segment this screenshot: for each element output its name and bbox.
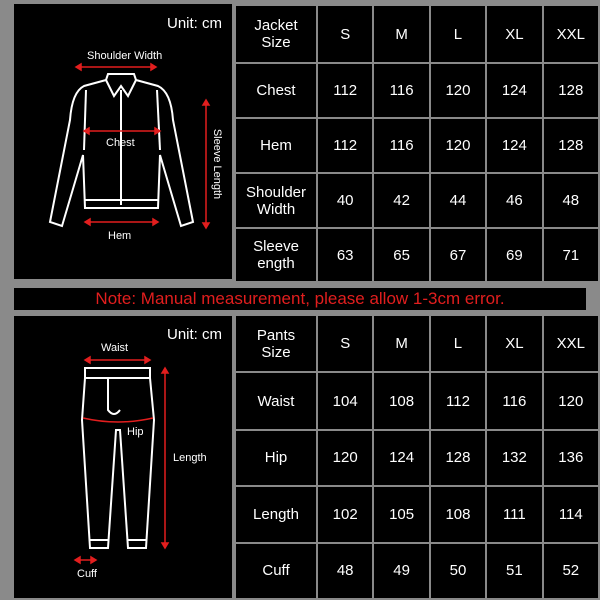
cuff-label: Cuff (77, 568, 97, 580)
hip-label: Hip (127, 426, 144, 438)
table-cell: 52 (543, 543, 599, 599)
size-header: XL (486, 5, 542, 63)
row-label-cuff: Cuff (235, 543, 317, 599)
hem-label: Hem (108, 230, 132, 242)
table-cell: 65 (373, 228, 429, 282)
jacket-table-corner: Jacket Size (235, 5, 317, 63)
table-cell: 44 (430, 173, 486, 228)
table-cell: 105 (373, 486, 429, 542)
table-cell: 50 (430, 543, 486, 599)
row-label-shoulder-width: Shoulder Width (235, 173, 317, 228)
table-cell: 124 (486, 118, 542, 173)
table-cell: 120 (430, 63, 486, 118)
table-cell: 116 (373, 118, 429, 173)
table-cell: 63 (317, 228, 373, 282)
table-cell: 108 (373, 372, 429, 429)
jacket-size-table (234, 4, 600, 283)
length-label: Length (173, 452, 207, 464)
table-cell: 128 (543, 118, 599, 173)
pants-size-table (234, 314, 600, 600)
row-label-hem: Hem (235, 118, 317, 173)
table-cell: 124 (486, 63, 542, 118)
table-cell: 116 (373, 63, 429, 118)
table-cell: 120 (430, 118, 486, 173)
table-cell: 120 (543, 372, 599, 429)
table-cell: 48 (317, 543, 373, 599)
row-label-sleeve-length: Sleeve ength (235, 228, 317, 282)
table-cell: 46 (486, 173, 542, 228)
table-cell: 112 (430, 372, 486, 429)
table-cell: 114 (543, 486, 599, 542)
table-cell: 48 (543, 173, 599, 228)
sleeve-length-label: Sleeve Length (211, 128, 224, 200)
shoulder-width-label: Shoulder Width (87, 50, 163, 62)
table-cell: 124 (373, 430, 429, 486)
table-cell: 112 (317, 118, 373, 173)
table-cell: 116 (486, 372, 542, 429)
jacket-unit-label: Unit: cm (167, 15, 223, 32)
table-cell: 128 (543, 63, 599, 118)
size-header: XXL (543, 315, 599, 372)
size-header: XL (486, 315, 542, 372)
table-cell: 111 (486, 486, 542, 542)
table-cell: 108 (430, 486, 486, 542)
size-header: M (373, 5, 429, 63)
table-cell: 67 (430, 228, 486, 282)
chest-label: Chest (106, 137, 135, 149)
table-cell: 51 (486, 543, 542, 599)
table-cell: 104 (317, 372, 373, 429)
pants-unit-label: Unit: cm (167, 326, 223, 343)
size-header: L (430, 315, 486, 372)
table-cell: 69 (486, 228, 542, 282)
table-cell: 112 (317, 63, 373, 118)
waist-label: Waist (101, 342, 129, 354)
pants-table-corner: Pants Size (235, 315, 317, 372)
table-cell: 128 (430, 430, 486, 486)
size-header: L (430, 5, 486, 63)
table-cell: 102 (317, 486, 373, 542)
table-cell: 49 (373, 543, 429, 599)
table-cell: 40 (317, 173, 373, 228)
measurement-note: Note: Manual measurement, please allow 1-3cm error. (14, 288, 586, 310)
row-label-waist: Waist (235, 372, 317, 429)
table-cell: 120 (317, 430, 373, 486)
size-header: XXL (543, 5, 599, 63)
row-label-hip: Hip (235, 430, 317, 486)
table-cell: 136 (543, 430, 599, 486)
table-cell: 132 (486, 430, 542, 486)
row-label-length: Length (235, 486, 317, 542)
table-cell: 42 (373, 173, 429, 228)
size-header: S (317, 5, 373, 63)
size-header: M (373, 315, 429, 372)
row-label-chest: Chest (235, 63, 317, 118)
size-header: S (317, 315, 373, 372)
table-cell: 71 (543, 228, 599, 282)
